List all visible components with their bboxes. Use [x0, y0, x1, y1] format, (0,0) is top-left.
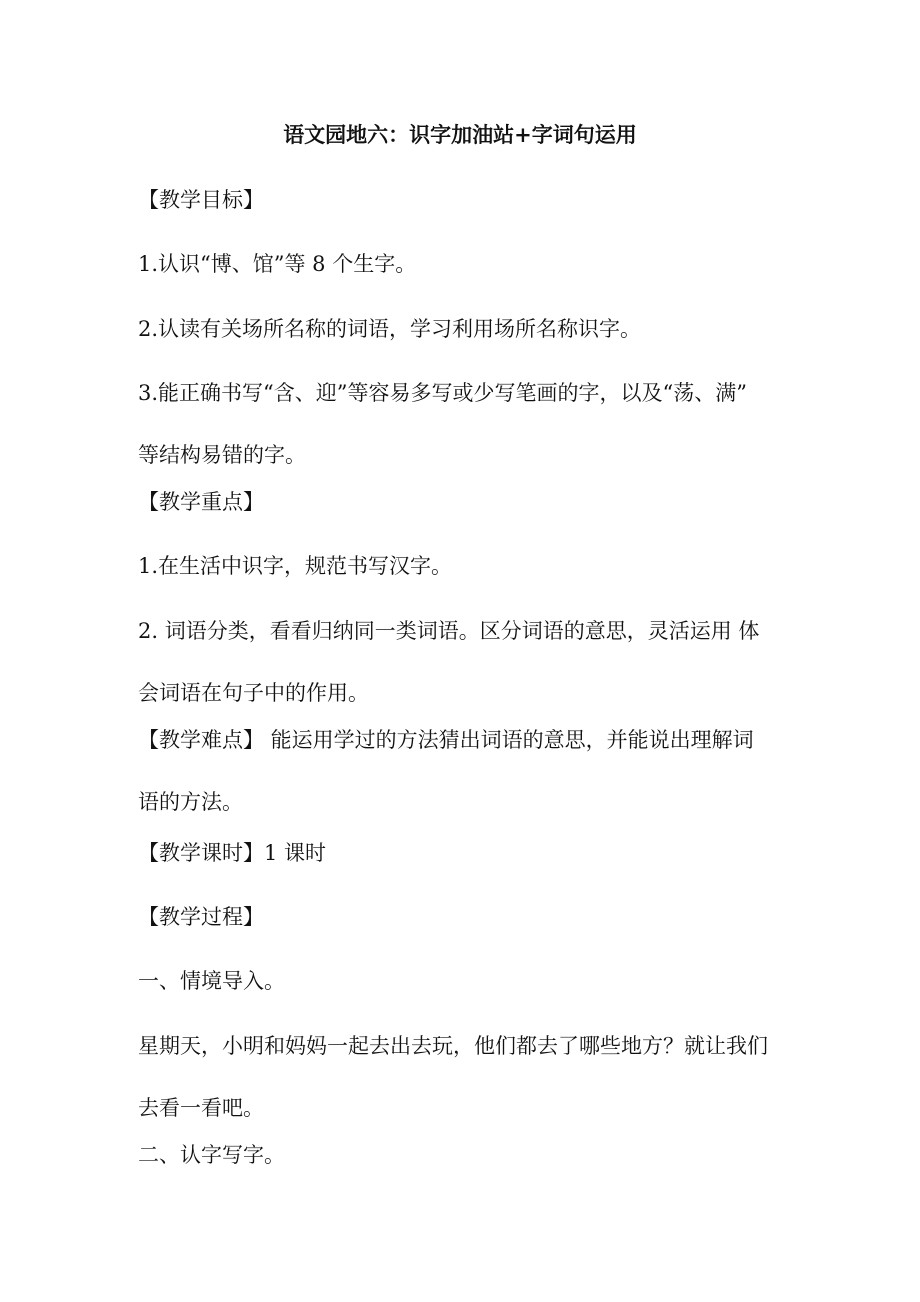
text-line: 【教学重点】 — [138, 490, 264, 514]
section-heading-key-points — [138, 487, 788, 517]
text-line: 一、情境导入。 — [138, 969, 285, 993]
process-step-2-heading — [138, 1140, 788, 1170]
key-point-item-1 — [138, 551, 788, 581]
text-line: 2.认读有关场所名称的词语，学习利用场所名称识字。 — [138, 317, 642, 341]
section-difficulties — [138, 725, 788, 817]
text-line: 【教学目标】 — [138, 188, 264, 212]
document-title: 语文园地六：识字加油站+字词句运用 — [283, 122, 637, 147]
objective-item-2 — [138, 314, 788, 344]
text-line: 语的方法。 — [138, 790, 243, 814]
text-line: 二、认字写字。 — [138, 1143, 285, 1167]
text-line: 【教学课时】1 课时 — [138, 841, 327, 865]
objective-item-3 — [138, 378, 788, 470]
text-line: 1.在生活中识字，规范书写汉字。 — [138, 554, 453, 578]
text-line: 去看一看吧。 — [138, 1096, 264, 1120]
text-line: 等结构易错的字。 — [138, 443, 306, 467]
text-line: 1.认识“博、馆”等 8 个生字。 — [138, 252, 417, 276]
section-class-hours — [138, 838, 788, 868]
text-line: 【教学难点】 能运用学过的方法猜出词语的意思，并能说出理解词 — [138, 728, 754, 752]
text-line: 【教学过程】 — [138, 905, 264, 929]
text-line: 3.能正确书写“含、迎”等容易多写或少写笔画的字，以及“荡、满” — [138, 381, 747, 405]
objective-item-1 — [138, 249, 788, 279]
process-step-1-text — [138, 1031, 788, 1123]
section-heading-process — [138, 902, 788, 932]
section-heading-objectives — [138, 185, 788, 215]
key-point-item-2 — [138, 616, 788, 708]
process-step-1-heading — [138, 966, 788, 996]
text-line: 星期天，小明和妈妈一起去出去玩，他们都去了哪些地方？就让我们 — [138, 1034, 768, 1058]
text-line: 会词语在句子中的作用。 — [138, 681, 369, 705]
text-line: 2. 词语分类，看看归纳同一类词语。区分词语的意思，灵活运用 体 — [138, 619, 760, 643]
